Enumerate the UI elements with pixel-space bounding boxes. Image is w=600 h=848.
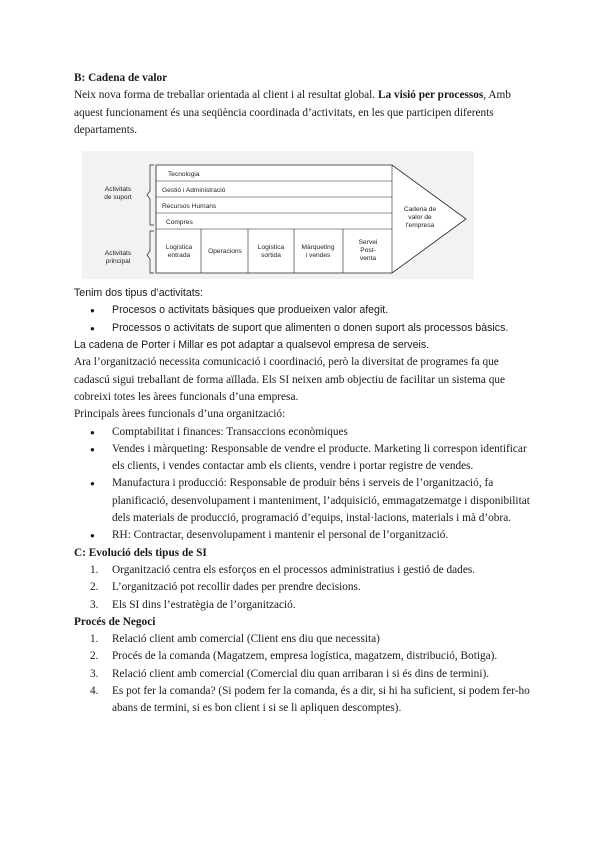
primary-col-5b: Post- <box>360 247 376 255</box>
primary-label-2: principal <box>105 258 131 266</box>
document-page <box>74 70 534 718</box>
list-item: ● Processos o activitats de suport que alimenten o donen suport als processos bàsics. <box>74 320 534 337</box>
support-row-3: Recursos Humans <box>162 203 217 211</box>
list-item: ● Procesos o activitats bàsiques que produeixen valor afegit. <box>74 302 534 319</box>
list-item: ● RH: Contractar, desenvolupament i mantenir el personal de l’organització. <box>74 527 534 544</box>
primary-label-1: Activitats <box>104 250 132 258</box>
intro-text-rest: , Amb aquest funcionament és una seqüència coordinada d’activitats, en les que participen diferents departaments. <box>74 89 511 136</box>
section-c-list <box>74 562 534 614</box>
list-item: 4. Es pot fer la comanda? (Si podem fer la comanda, és a dir, si hi ha suficient, si podem fer-ho abans de termini, si es bon client i si se li apliquen descomptes). <box>90 685 530 715</box>
primary-col-1b: entrada <box>167 252 191 260</box>
primary-col-5c: venta <box>359 255 377 263</box>
list-item: ● Vendes i màrqueting: Responsable de vendre el producte. Marketing li correspon identificar els clients, i vendes contactar amb els clients, vendre i portar registre de vendes. <box>74 441 534 476</box>
areas-intro: Principals àrees funcionals d’una organització: <box>74 408 286 421</box>
support-label-2: de suport <box>104 194 132 202</box>
list-item: 2. Procés de la comanda (Magatzem, empresa logística, magatzem, distribució, Botiga). <box>90 650 498 663</box>
list-item: ● Manufactura i producció: Responsable de produir béns i serveis de l’organització, fa planificació, desenvolupament i manteniment, l’adquisició, emmagatzematge i disponibilitat dels materials de producció, programació d’equips, instal·lacions, materials i mà d’obra. <box>74 475 534 527</box>
list-item: ● Comptabilitat i finances: Transaccions econòmiques <box>74 424 534 441</box>
list-item: 3. Relació client amb comercial (Comercial diu quan arribaran i si és dins de termini). <box>90 667 490 680</box>
activities-list <box>74 302 534 337</box>
primary-col-4a: Màrqueting <box>301 244 335 252</box>
section-b-heading: B: Cadena de valor <box>74 72 168 84</box>
negoci-list <box>74 631 534 717</box>
list-item: 1. Organització centra els esforços en el processos administratius i gestió de dades. <box>90 563 476 576</box>
primary-col-3a: Logística <box>257 244 285 252</box>
section-c-heading: C: Evolució dels tipus de SI <box>74 546 207 559</box>
negoci-heading: Procés de Negoci <box>74 615 156 628</box>
primary-col-5a: Servei <box>358 239 378 247</box>
list-item: 2. L’organització pot recollir dades per prendre decisions. <box>90 581 361 594</box>
coordination-paragraph: Ara l’organització necessita comunicació i coordinació, però la diversitat de programes fa que cadascú sigui treballant de forma aïllada. Els SI neixen amb objectiu de facilitar un sistema que cobreixi totes les àrees funcionals d’una empresa. <box>74 356 506 403</box>
value-label-1: Cadena de <box>403 206 437 214</box>
intro-bold: La visió per processos <box>377 89 484 102</box>
value-label-2: valor de <box>408 214 432 222</box>
value-label-3: l'empresa <box>405 222 435 230</box>
primary-col-3b: sortida <box>261 252 281 260</box>
primary-col-4b: i vendes <box>305 252 331 260</box>
section-b-intro <box>74 87 534 139</box>
support-row-1: Tecnologia <box>168 171 200 179</box>
primary-col-2: Operacions <box>208 248 242 256</box>
list-item: 3. Els SI dins l’estratègia de l’organització. <box>90 598 296 611</box>
intro-text: Neix nova forma de treballar orientada al client i al resultat global. <box>74 89 378 102</box>
support-row-4: Compres <box>166 219 193 227</box>
support-label-1: Activitats <box>104 186 132 194</box>
list-item: 1. Relació client amb comercial (Client ens diu que necessita) <box>90 633 380 646</box>
areas-list <box>74 424 534 545</box>
support-row-2: Gestió i Administració <box>162 187 226 195</box>
activities-intro: Tenim dos tipus d’activitats: <box>74 287 203 300</box>
porter-paragraph: La cadena de Porter i Millar es pot adaptar a qualsevol empresa de serveis. <box>74 339 430 352</box>
value-chain-diagram <box>82 151 474 279</box>
primary-col-1a: Logística <box>165 244 193 252</box>
